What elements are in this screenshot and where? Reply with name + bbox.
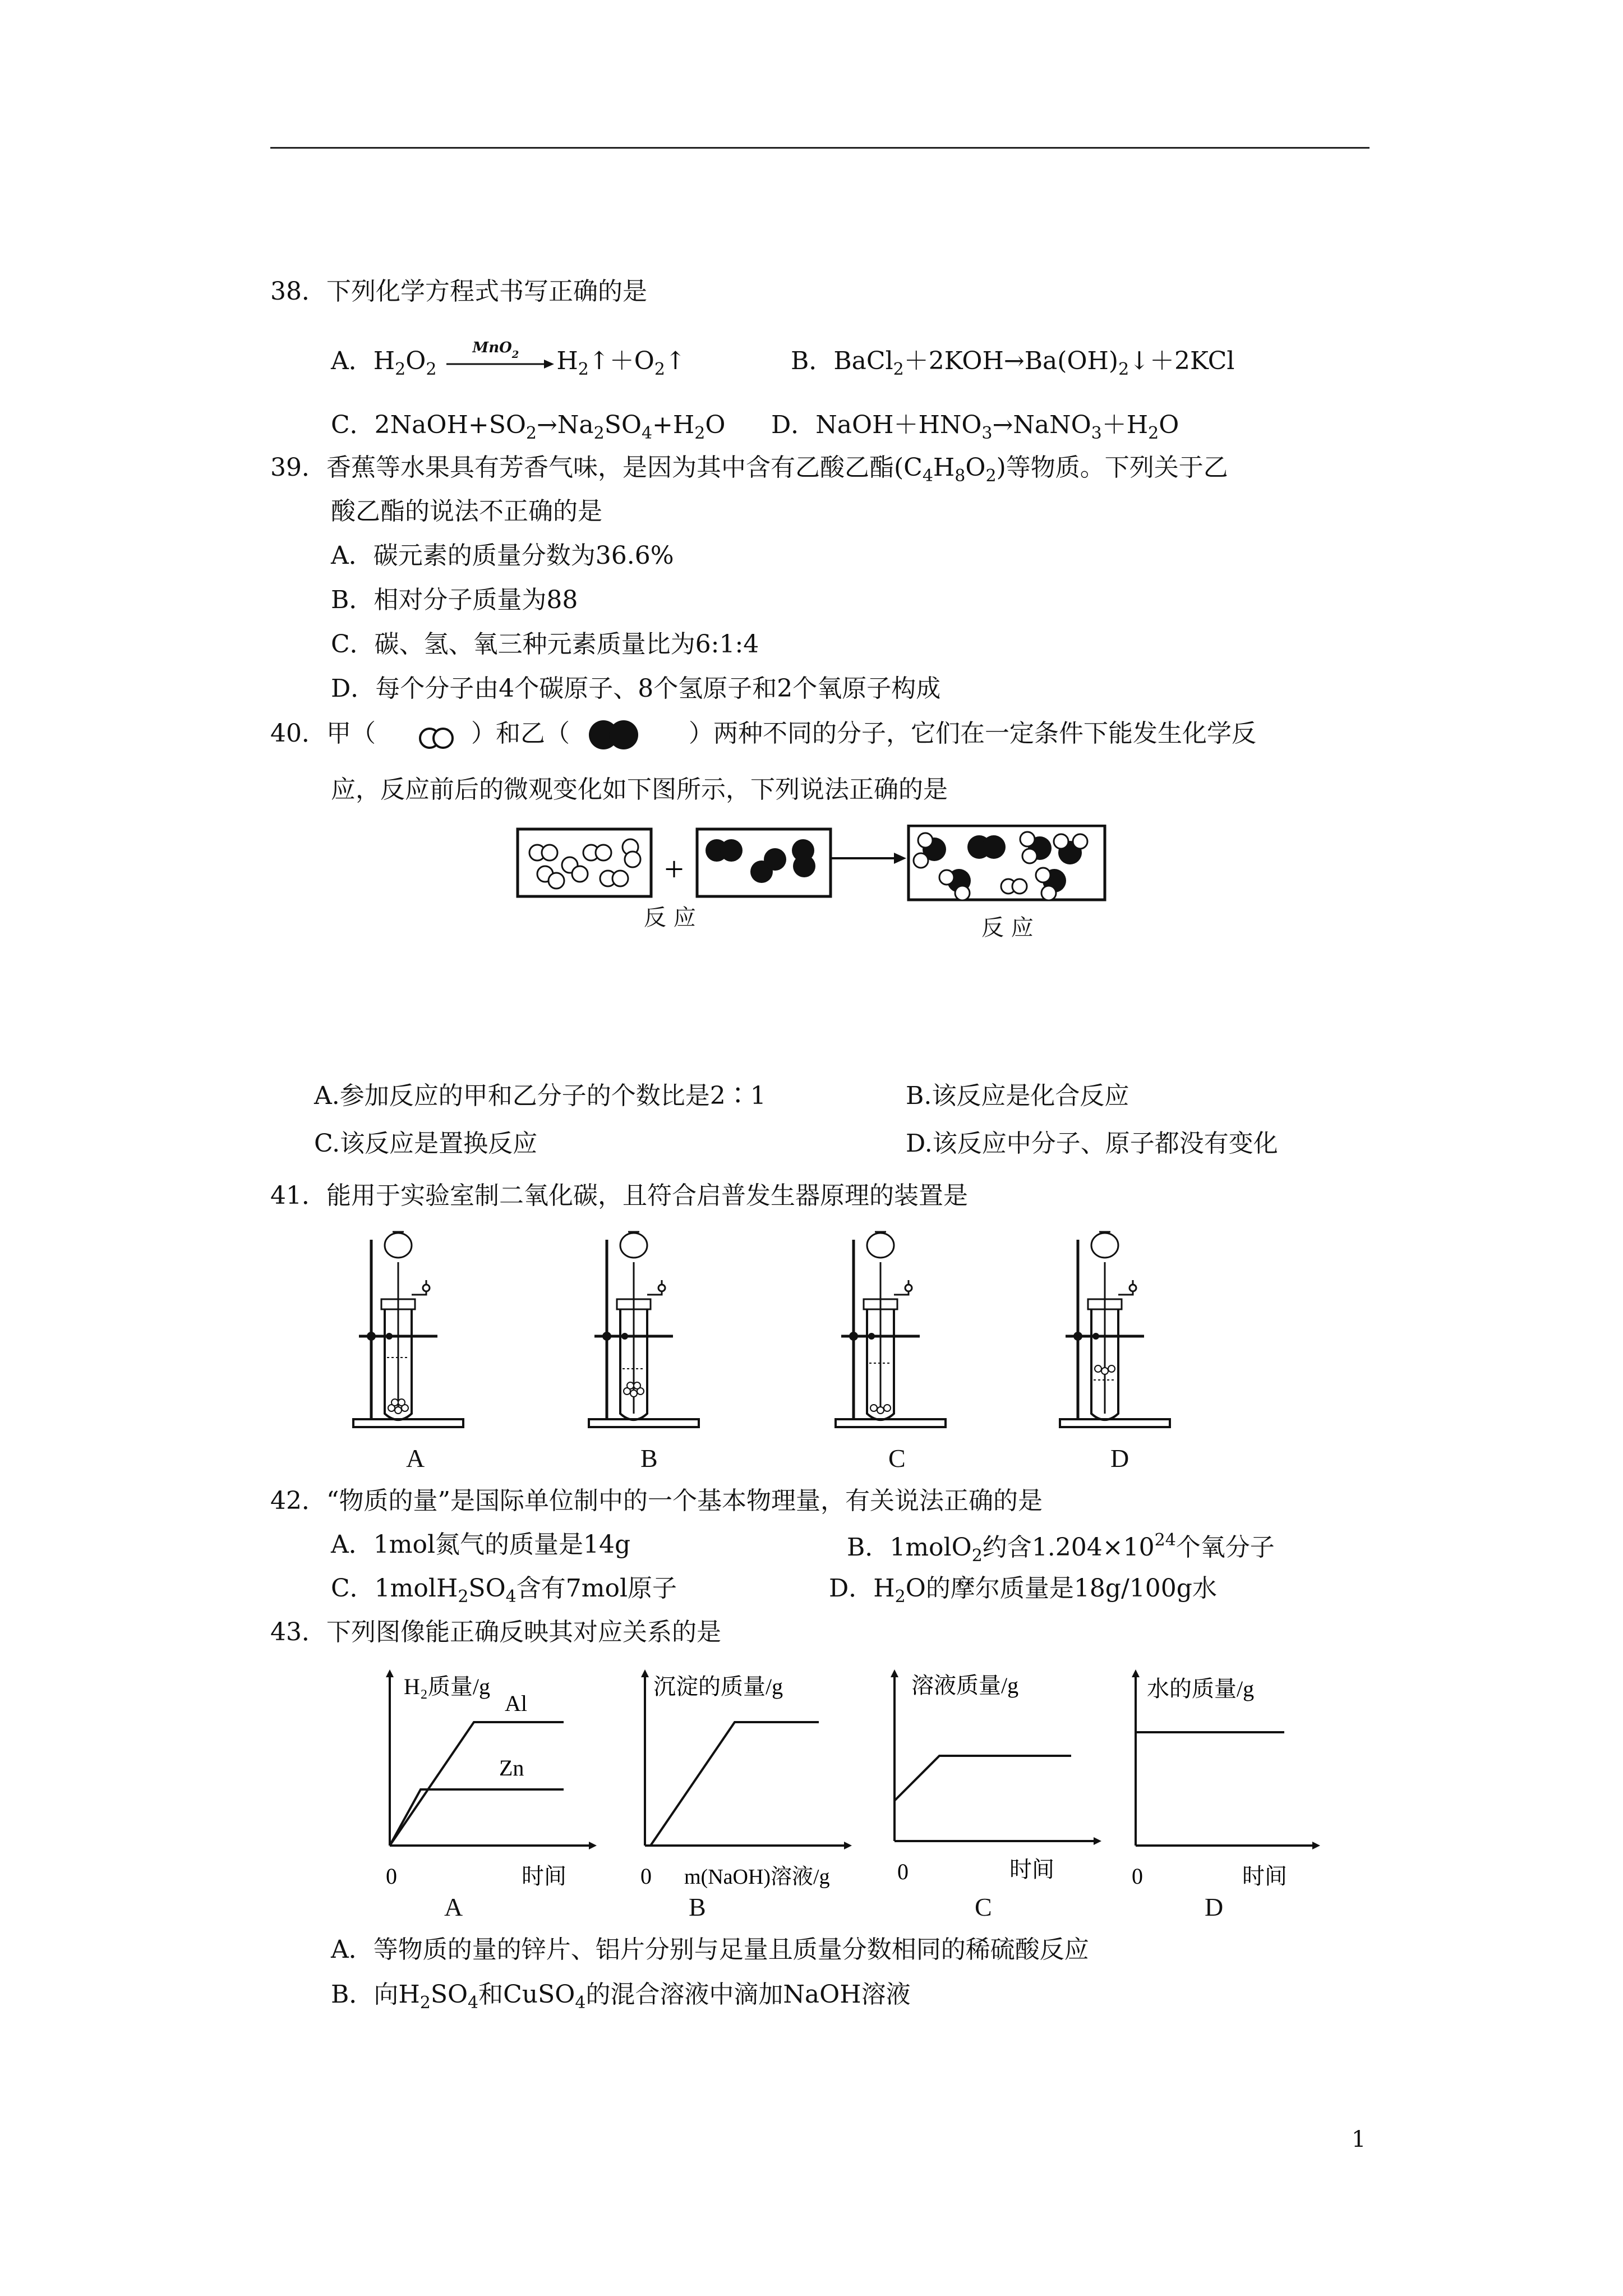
q38-option-b: B．$BaCl_2+2KOH\to Ba(OH)_2↓+2KCl$ <box>791 347 1235 379</box>
q43-graphs <box>370 1660 1324 1907</box>
q39-option-b: B．相对分子质量为88 <box>331 586 578 614</box>
q39-stem-line2: 酸乙酯的说法不正确的是 <box>331 497 602 526</box>
graph-c-ylabel: 溶液质量/g <box>911 1673 1019 1698</box>
q40-option-b: B.该反应是化合反应 <box>906 1082 1129 1110</box>
series-solution-mass <box>895 1756 1071 1801</box>
q38-option-c: C．$2NaOH+SO_2\to Na_2SO_4+H_2O$ <box>331 411 726 443</box>
graph-caption-c: C <box>975 1893 992 1921</box>
q40-stem-line1a: 40．甲（ <box>270 719 376 748</box>
graph-d-ylabel: 水的质量/g <box>1147 1676 1255 1701</box>
series-label-zn: Zn <box>499 1755 524 1780</box>
reaction-arrow-icon <box>444 355 556 378</box>
graph-d-xlabel: 时间 <box>1242 1864 1287 1889</box>
apparatus-label-c: C <box>888 1444 906 1473</box>
series-precipitate <box>651 1722 819 1846</box>
before-box-jia <box>518 829 651 896</box>
series-label-al: Al <box>505 1691 527 1716</box>
q40-option-d: D.该反应中分子、原子都没有变化 <box>906 1129 1278 1158</box>
q38-option-a: A．$H_2O_2$ MnO$_2$ $H_2↑+O_2↑$ <box>331 339 686 379</box>
q42-option-a: A．1mol氮气的质量是14g <box>331 1530 631 1559</box>
label-before: 反 应 <box>644 905 696 931</box>
graph-c <box>895 1672 1099 1884</box>
apparatus-label-b: B <box>640 1444 658 1473</box>
q40-stem-line1b: ）和乙（ <box>471 719 570 748</box>
q42-stem: 42．“物质的量”是国际单位制中的一个基本物理量，有关说法正确的是 <box>270 1487 1043 1515</box>
q39-option-a: A．碳元素的质量分数为36.6% <box>331 541 674 570</box>
q39-option-d: D．每个分子由4个碳原子、8个氢原子和2个氧原子构成 <box>331 674 941 703</box>
reaction-arrow-icon <box>831 853 906 864</box>
apparatus-figure <box>342 1228 1217 1436</box>
q41-stem: 41．能用于实验室制二氧化碳，且符合启普发生器原理的装置是 <box>270 1181 968 1210</box>
q43-option-a: A．等物质的量的锌片、铝片分别与足量且质量分数相同的稀硫酸反应 <box>331 1935 1089 1964</box>
graph-a-ylabel: H₂质量/g <box>404 1674 490 1699</box>
apparatus-label-d: D <box>1110 1444 1129 1473</box>
q42-option-d: D．$H_2O$的摩尔质量是18g/100g水 <box>829 1574 1217 1607</box>
q39-option-c: C．碳、氢、氧三种元素质量比为6:1:4 <box>331 630 759 659</box>
q40-stem-line2: 应，反应前后的微观变化如下图所示，下列说法正确的是 <box>331 775 948 804</box>
graph-caption-a: A <box>444 1893 463 1921</box>
q43-option-b: B．向$H_2SO_4$和CuSO$_4$的混合溶液中滴加NaOH溶液 <box>331 1980 911 2013</box>
graph-caption-d: D <box>1205 1893 1224 1921</box>
q43-stem: 43．下列图像能正确反映其对应关系的是 <box>270 1618 721 1646</box>
apparatus-d <box>1060 1232 1170 1427</box>
series-zn <box>390 1789 564 1846</box>
graph-c-xlabel: 时间 <box>1009 1857 1054 1882</box>
graph-a-origin: 0 <box>386 1864 397 1889</box>
apparatus-a <box>353 1232 463 1427</box>
graph-d-origin: 0 <box>1132 1864 1143 1889</box>
q39-stem-line1: 39．香蕉等水果具有芳香气味，是因为其中含有乙酸乙酯$(C_4H_8O_2)$等物质。下列关于乙 <box>270 453 1228 486</box>
apparatus-b <box>589 1232 699 1427</box>
after-box <box>909 826 1105 900</box>
graph-c-origin: 0 <box>897 1859 909 1884</box>
before-box-yi <box>697 829 831 896</box>
graph-caption-b: B <box>689 1893 706 1921</box>
q40-stem-line1c: ）两种不同的分子，它们在一定条件下能发生化学反 <box>689 719 1256 748</box>
q42-option-b: B．1molO$_2$约含$1.204\times 10^{24}$个氧分子 <box>847 1530 1275 1566</box>
header-rule <box>270 147 1370 149</box>
apparatus-label-a: A <box>406 1444 425 1473</box>
graph-b-origin: 0 <box>640 1864 652 1889</box>
molecule-jia-icon <box>414 724 459 752</box>
q40-option-a: A.参加反应的甲和乙分子的个数比是2∶1 <box>314 1082 766 1110</box>
label-after: 反 应 <box>981 915 1034 941</box>
graph-b-ylabel: 沉淀的质量/g <box>653 1674 783 1699</box>
series-al <box>390 1722 564 1846</box>
q40-option-c: C.该反应是置换反应 <box>314 1129 538 1158</box>
graph-b <box>640 1672 850 1889</box>
page-number: 1 <box>1352 2127 1366 2152</box>
q38-stem: 38．下列化学方程式书写正确的是 <box>270 277 647 306</box>
q38-option-d: D．$NaOH+HNO_3\to NaNO_3+H_2O$ <box>771 411 1179 443</box>
molecule-yi-icon <box>583 718 645 752</box>
q42-option-c: C．$1molH_2SO_4$含有7mol原子 <box>331 1574 677 1607</box>
graph-b-xlabel: m(NaOH)溶液/g <box>684 1865 830 1889</box>
plus-sign: + <box>664 850 684 889</box>
graph-a <box>386 1672 594 1889</box>
apparatus-c <box>836 1232 946 1427</box>
graph-d <box>1132 1672 1318 1889</box>
graph-a-xlabel: 时间 <box>522 1864 566 1889</box>
